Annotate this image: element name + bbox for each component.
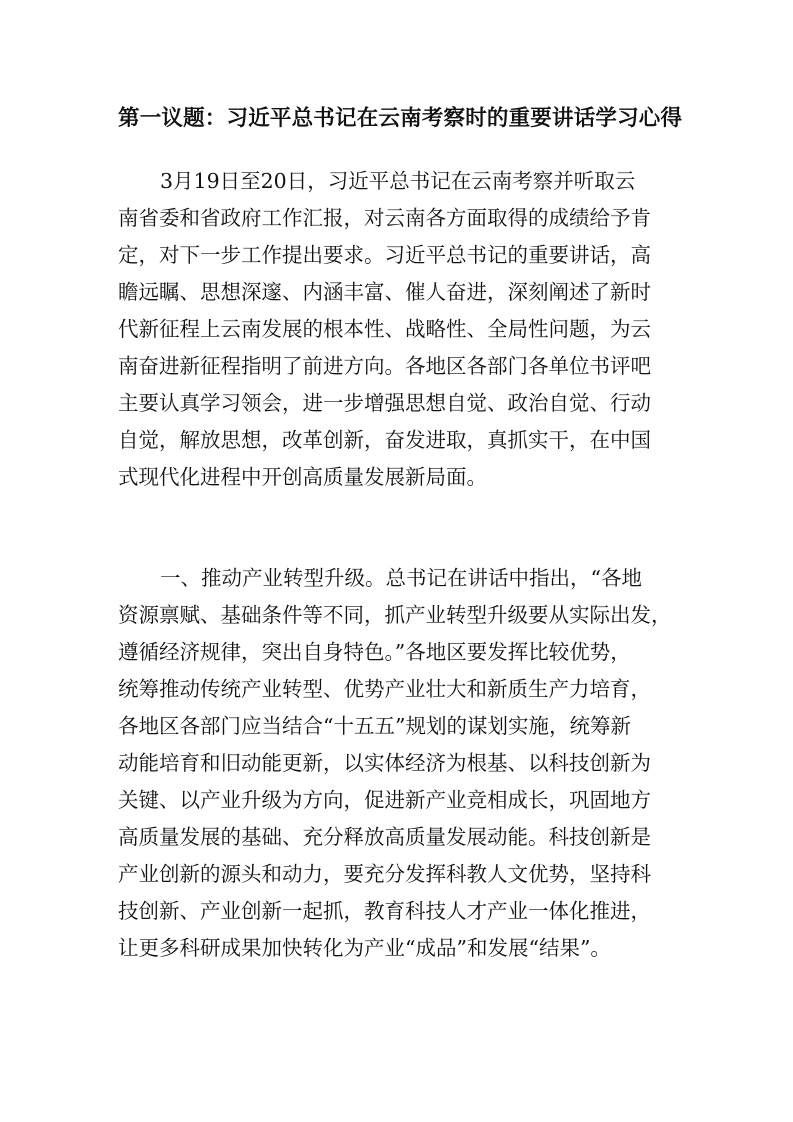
paragraph-line: 主要认真学习领会，进一步增强思想自觉、政治自觉、行动 xyxy=(118,391,651,415)
paragraph-2 xyxy=(118,560,678,967)
paragraph-1 xyxy=(118,163,678,496)
paragraph-line: 遵循经济规律，突出自身特色。”各地区要发挥比较优势， xyxy=(118,640,631,664)
paragraph-line: 资源禀赋、基础条件等不同，抓产业转型升级要从实际出发， xyxy=(118,603,672,627)
paragraph-line: 自觉，解放思想，改革创新，奋发进取，真抓实干，在中国 xyxy=(118,428,651,452)
paragraph-line: 南奋进新征程指明了前进方向。各地区各部门各单位书评吧 xyxy=(118,354,651,378)
paragraph-line: 各地区各部门应当结合“十五五”规划的谋划实施，统筹新 xyxy=(118,714,631,738)
paragraph-line: 让更多科研成果加快转化为产业“成品”和发展“结果”。 xyxy=(118,936,611,960)
paragraph-line: 统筹推动传统产业转型、优势产业壮大和新质生产力培育， xyxy=(118,677,651,701)
paragraph-line: 3月19日至20日，习近平总书记在云南考察并听取云 xyxy=(160,169,636,193)
paragraph-line: 动能培育和旧动能更新，以实体经济为根基、以科技创新为 xyxy=(118,751,651,775)
paragraph-line: 产业创新的源头和动力，要充分发挥科教人文优势，坚持科 xyxy=(118,862,651,886)
paragraph-line: 一、推动产业转型升级。总书记在讲话中指出，“各地 xyxy=(160,566,642,590)
paragraph-line: 瞻远瞩、思想深邃、内涵丰富、催人奋进，深刻阐述了新时 xyxy=(118,280,651,304)
paragraph-line: 式现代化进程中开创高质量发展新局面。 xyxy=(118,465,487,489)
paragraph-line: 高质量发展的基础、充分释放高质量发展动能。科技创新是 xyxy=(118,825,651,849)
paragraph-line: 技创新、产业创新一起抓，教育科技人才产业一体化推进， xyxy=(118,899,651,923)
paragraph-line: 关键、以产业升级为方向，促进新产业竞相成长，巩固地方 xyxy=(118,788,651,812)
document-title: 第一议题：习近平总书记在云南考察时的重要讲话学习心得 xyxy=(118,106,683,131)
paragraph-line: 南省委和省政府工作汇报，对云南各方面取得的成绩给予肯 xyxy=(118,206,651,230)
paragraph-line: 代新征程上云南发展的根本性、战略性、全局性问题，为云 xyxy=(118,317,651,341)
paragraph-line: 定，对下一步工作提出要求。习近平总书记的重要讲话，高 xyxy=(118,243,651,267)
